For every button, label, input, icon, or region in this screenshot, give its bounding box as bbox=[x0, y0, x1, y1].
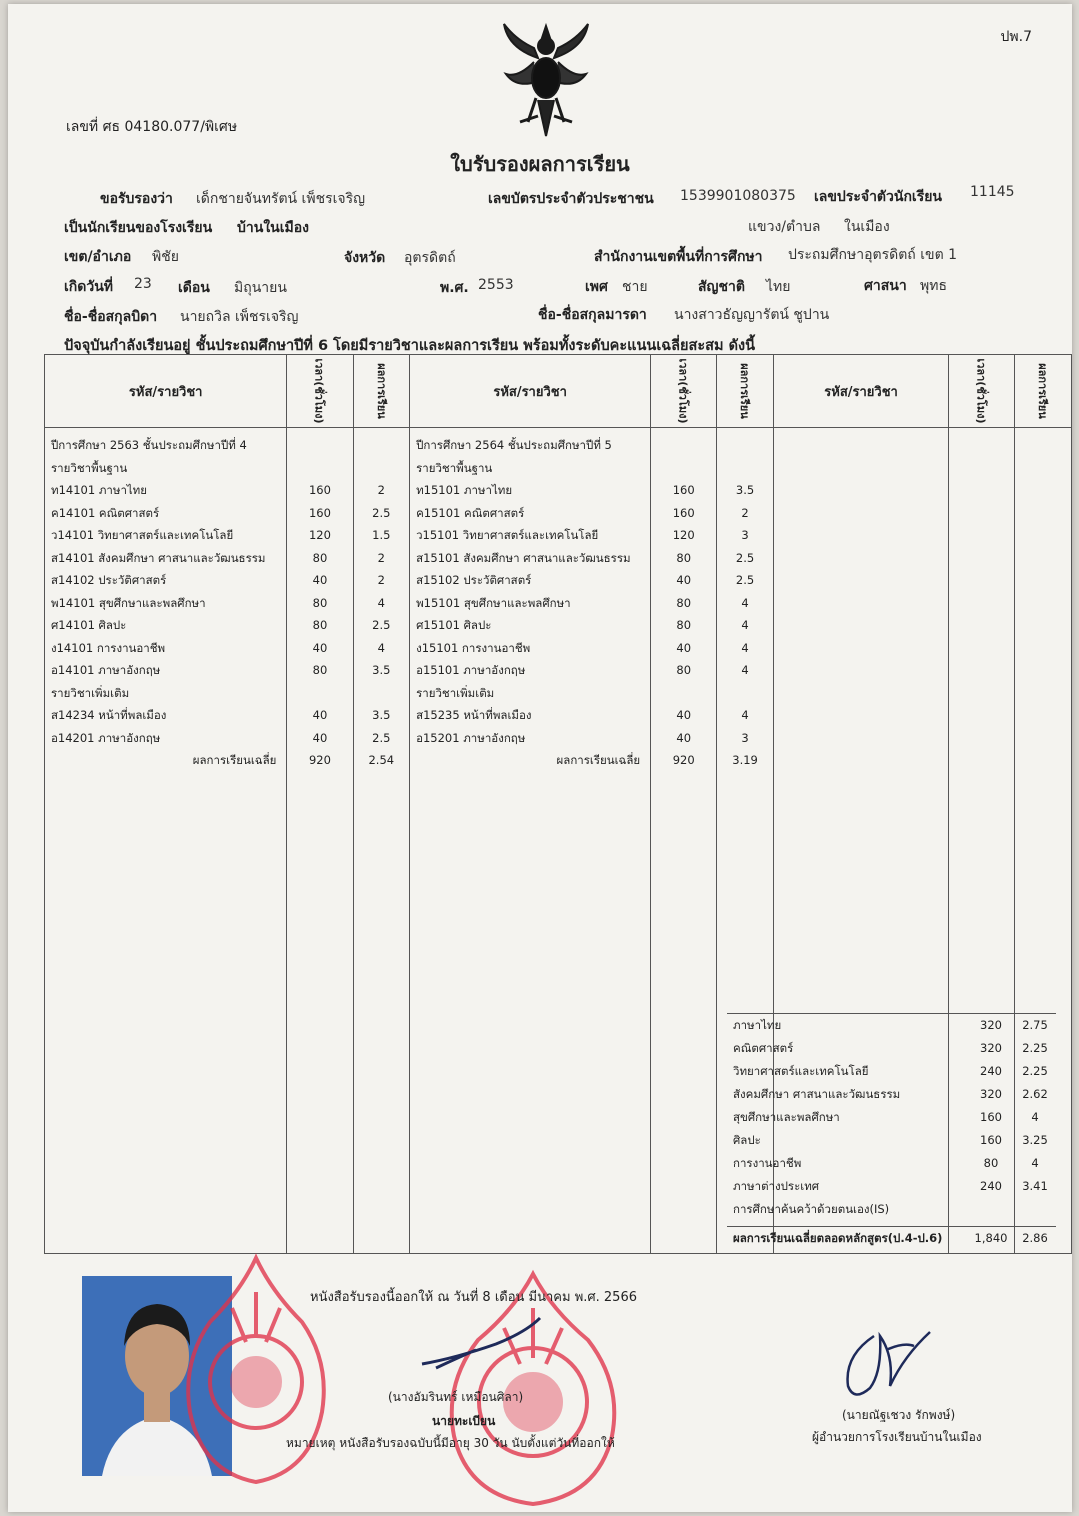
year2-grade-cell: 4 bbox=[741, 708, 749, 722]
year2-grade-cell bbox=[717, 682, 773, 705]
subdistrict: ในเมือง bbox=[844, 219, 890, 235]
year2-grade-cell: 3 bbox=[741, 528, 749, 542]
year2-subject-cell: ค15101 คณิตศาสตร์ bbox=[416, 505, 525, 520]
summary-subject: สุขศึกษาและพลศึกษา bbox=[733, 1110, 840, 1124]
summary-hours: 320 bbox=[980, 1018, 1002, 1032]
year2-hours-cell: 40 bbox=[676, 730, 692, 745]
summary-row bbox=[727, 1175, 1056, 1198]
table-header-row bbox=[45, 355, 1072, 428]
year1-hours-cell: 40 bbox=[312, 708, 328, 722]
summary-row bbox=[727, 1083, 1056, 1106]
summary-subject: ศิลปะ bbox=[733, 1133, 761, 1147]
year1-grade-cell: 2 bbox=[377, 573, 385, 587]
student-id-label: เลขประจำตัวนักเรียน bbox=[814, 189, 943, 205]
summary-grade: 2.25 bbox=[1022, 1041, 1048, 1055]
year2-avg-label: ผลการเรียนเฉลี่ย bbox=[556, 753, 641, 767]
overall-grade: 2.86 bbox=[1022, 1231, 1048, 1245]
student-id: 11145 bbox=[970, 184, 1015, 200]
summary-grade: 2.62 bbox=[1022, 1087, 1048, 1101]
year1-subject-cell: ปีการศึกษา 2563 ชั้นประถมศึกษาปีที่ 4 bbox=[51, 438, 247, 452]
garuda-emblem-icon bbox=[498, 18, 594, 140]
status-line: ปัจจุบันกำลังเรียนอยู่ ชั้นประถมศึกษาปีที่ 6 โดยมีรายวิชาและผลการเรียน พร้อมทั้งระดับคะแนนเฉลี่ยสะสม ดังนี้ bbox=[64, 338, 756, 354]
col-header-grade-3: ผลการเรียน bbox=[1015, 355, 1072, 428]
summary-grade: 3.41 bbox=[1022, 1179, 1048, 1193]
birth-month: มิถุนายน bbox=[234, 280, 287, 296]
year2-grade-cell: 4 bbox=[741, 640, 749, 655]
year1-avg-grade: 2.54 bbox=[368, 753, 395, 767]
birth-day: 23 bbox=[134, 276, 152, 292]
birth-month-label: เดือน bbox=[178, 280, 210, 296]
id-card-label: เลขบัตรประจำตัวประชาชน bbox=[488, 191, 654, 207]
year1-grade-cell: 4 bbox=[377, 595, 385, 610]
validity-note: หมายเหตุ หนังสือรับรองฉบับนี้มีอายุ 30 วัน นับตั้งแต่วันที่ออกให้ bbox=[286, 1436, 615, 1450]
year1-hours-cell: 80 bbox=[312, 595, 328, 610]
year1-subject-cell: ส14102 ประวัติศาสตร์ bbox=[51, 573, 167, 587]
registrar-name: (นางอัมรินทร์ เหมือนศิลา) bbox=[388, 1390, 524, 1404]
form-code: ปพ.7 bbox=[1000, 29, 1032, 45]
col-header-grade-1: ผลการเรียน bbox=[353, 355, 410, 428]
summary-row bbox=[727, 1198, 1056, 1221]
year1-avg-hours: 920 bbox=[308, 753, 331, 767]
year1-avg-label: ผลการเรียนเฉลี่ย bbox=[192, 753, 277, 767]
year2-subject-cell: อ15201 ภาษาอังกฤษ bbox=[416, 730, 526, 745]
year1-grades bbox=[353, 428, 410, 1254]
year2-subject-cell: รายวิชาพื้นฐาน bbox=[416, 460, 493, 475]
edu-office: ประถมศึกษาอุตรดิตถ์ เขต 1 bbox=[788, 247, 958, 263]
year1-hours-cell: 80 bbox=[312, 618, 328, 632]
year2-grade-cell: 4 bbox=[741, 663, 749, 677]
year1-grade-cell bbox=[354, 457, 410, 480]
year1-hours-cell: 40 bbox=[312, 640, 328, 655]
year1-grade-cell: 2.5 bbox=[372, 618, 391, 632]
year2-hours-cell: 40 bbox=[676, 708, 692, 722]
birth-day-label: เกิดวันที่ bbox=[64, 279, 114, 295]
school-name: บ้านในเมือง bbox=[237, 220, 309, 236]
year1-grade-cell: 2 bbox=[377, 483, 385, 497]
summary-row bbox=[727, 1037, 1056, 1060]
year1-grade-cell: 1.5 bbox=[372, 528, 391, 542]
summary-subject: การงานอาชีพ bbox=[733, 1156, 802, 1170]
year1-subject-cell: ง14101 การงานอาชีพ bbox=[51, 640, 166, 655]
year2-grade-cell: 2.5 bbox=[735, 573, 755, 587]
year2-grade-cell: 3.5 bbox=[735, 483, 755, 497]
year1-subject-cell: อ14201 ภาษาอังกฤษ bbox=[51, 730, 161, 745]
year1-grade-cell: 3.5 bbox=[372, 708, 391, 722]
summary-hours: 320 bbox=[980, 1041, 1002, 1055]
year1-subject-cell: รายวิชาพื้นฐาน bbox=[51, 460, 128, 475]
year2-subject-cell: ส15102 ประวัติศาสตร์ bbox=[416, 573, 532, 587]
summary-row bbox=[727, 1106, 1056, 1129]
year1-hours-cell bbox=[287, 457, 352, 480]
summary-row bbox=[727, 1152, 1056, 1175]
summary-subject: สังคมศึกษา ศาสนาและวัฒนธรรม bbox=[733, 1087, 901, 1101]
year1-hours-cell bbox=[287, 682, 352, 705]
year2-subjects bbox=[410, 428, 651, 1254]
summary-grade: 4 bbox=[1031, 1110, 1039, 1124]
district-label: เขต/อำเภอ bbox=[64, 249, 132, 265]
year2-avg-grade: 3.19 bbox=[732, 753, 758, 767]
year1-grade-cell: 2.5 bbox=[372, 505, 391, 520]
year2-grade-cell bbox=[717, 434, 773, 457]
year1-grade-cell: 3.5 bbox=[372, 663, 391, 677]
col-header-hours-3: เวลา(ชั่วโมง) bbox=[949, 355, 1015, 428]
year2-hours-cell: 120 bbox=[672, 528, 695, 542]
year2-hours-cell: 40 bbox=[676, 573, 692, 587]
mother-label: ชื่อ-ชื่อสกุลมารดา bbox=[538, 307, 647, 323]
year2-grade-cell: 2.5 bbox=[735, 550, 755, 565]
year1-hours-cell bbox=[287, 434, 352, 457]
col-header-subject-2: รหัส/รายวิชา bbox=[410, 355, 651, 428]
summary-hours: 160 bbox=[980, 1133, 1002, 1147]
school-label: เป็นนักเรียนของโรงเรียน bbox=[64, 220, 213, 236]
director-signature-icon bbox=[834, 1316, 944, 1406]
mother-name: นางสาวธัญญารัตน์ ชูปาน bbox=[674, 307, 830, 323]
summary-subject: วิทยาศาสตร์และเทคโนโลยี bbox=[733, 1064, 869, 1078]
year2-hours-cell: 80 bbox=[676, 595, 692, 610]
year2-grade-cell: 4 bbox=[741, 618, 749, 632]
registrar-signature-icon bbox=[416, 1314, 546, 1374]
sex-label: เพศ bbox=[585, 279, 608, 295]
year2-hours-cell: 160 bbox=[672, 483, 695, 497]
summary-subject: คณิตศาสตร์ bbox=[733, 1041, 794, 1055]
year2-subject-cell: ศ15101 ศิลปะ bbox=[416, 618, 492, 632]
year2-subject-cell: ส15235 หน้าที่พลเมือง bbox=[416, 708, 532, 722]
col-header-hours-1: เวลา(ชั่วโมง) bbox=[287, 355, 353, 428]
year2-hours-cell: 160 bbox=[672, 505, 695, 520]
issue-statement: หนังสือรับรองนี้ออกให้ ณ วันที่ 8 เดือน มีนาคม พ.ศ. 2566 bbox=[310, 1290, 637, 1305]
year1-hours-cell: 120 bbox=[308, 528, 331, 542]
col-header-subject-1: รหัส/รายวิชา bbox=[45, 355, 287, 428]
summary-grade: 4 bbox=[1031, 1156, 1039, 1170]
registrar-title: นายทะเบียน bbox=[432, 1414, 496, 1428]
col-header-hours-2: เวลา(ชั่วโมง) bbox=[651, 355, 717, 428]
summary-row bbox=[727, 1129, 1056, 1152]
subdistrict-label: แขวง/ตำบล bbox=[748, 219, 821, 235]
cert-label: ขอรับรองว่า bbox=[100, 191, 173, 207]
year2-subject-cell: ท15101 ภาษาไทย bbox=[416, 483, 513, 497]
student-name: เด็กชายจันทรัตน์ เพ็ชรเจริญ bbox=[196, 191, 366, 207]
overall-hours: 1,840 bbox=[974, 1231, 1008, 1245]
overall-row bbox=[727, 1226, 1056, 1250]
summary-row bbox=[727, 1014, 1056, 1037]
summary-grade: 3.25 bbox=[1022, 1133, 1048, 1147]
year2-hours-cell: 80 bbox=[676, 618, 692, 632]
year2-subject-cell: ว15101 วิทยาศาสตร์และเทคโนโลยี bbox=[416, 528, 599, 542]
year1-hours-cell: 40 bbox=[312, 730, 328, 745]
summary-subject: การศึกษาค้นคว้าด้วยตนเอง(IS) bbox=[733, 1202, 890, 1216]
year1-subject-cell: รายวิชาเพิ่มเติม bbox=[51, 685, 130, 700]
year1-subjects bbox=[45, 428, 287, 1254]
year1-hours-cell: 80 bbox=[312, 550, 328, 565]
religion: พุทธ bbox=[920, 278, 948, 294]
summary-hours: 320 bbox=[980, 1087, 1002, 1101]
year2-grade-cell: 4 bbox=[741, 595, 749, 610]
overall-label: ผลการเรียนเฉลี่ยตลอดหลักสูตร(ป.4-ป.6) bbox=[733, 1231, 943, 1245]
col-header-grade-2: ผลการเรียน bbox=[717, 355, 774, 428]
document-number: เลขที่ ศธ 04180.077/พิเศษ bbox=[66, 119, 238, 135]
year1-hours-cell: 40 bbox=[312, 573, 328, 587]
year2-subject-cell: ส15101 สังคมศึกษา ศาสนาและวัฒนธรรม bbox=[416, 550, 631, 565]
year1-hours-cell: 80 bbox=[312, 663, 328, 677]
col-header-subject-3: รหัส/รายวิชา bbox=[773, 355, 948, 428]
summary-hours: 240 bbox=[980, 1064, 1002, 1078]
year2-subject-cell: รายวิชาเพิ่มเติม bbox=[416, 685, 495, 700]
district: พิชัย bbox=[152, 249, 179, 265]
year2-hours-cell: 80 bbox=[676, 550, 692, 565]
sex: ชาย bbox=[622, 279, 648, 295]
year1-subject-cell: อ14101 ภาษาอังกฤษ bbox=[51, 663, 161, 677]
year2-avg-hours: 920 bbox=[672, 753, 695, 767]
year2-hours-cell: 40 bbox=[676, 640, 692, 655]
year1-subject-cell: ส14101 สังคมศึกษา ศาสนาและวัฒนธรรม bbox=[51, 550, 266, 565]
edu-office-label: สำนักงานเขตพื้นที่การศึกษา bbox=[594, 249, 763, 265]
year1-hours-cell: 160 bbox=[308, 483, 331, 497]
year1-subject-cell: พ14101 สุขศึกษาและพลศึกษา bbox=[51, 595, 206, 610]
year1-subject-cell: ค14101 คณิตศาสตร์ bbox=[51, 505, 160, 520]
year1-subject-cell: ศ14101 ศิลปะ bbox=[51, 618, 127, 632]
director-name: (นายณัฐเชวง รักพงษ์) bbox=[842, 1408, 956, 1422]
nationality: ไทย bbox=[766, 279, 791, 295]
year2-grade-cell bbox=[717, 457, 773, 480]
year1-grade-cell: 2 bbox=[377, 550, 385, 565]
year1-grade-cell bbox=[354, 682, 410, 705]
year1-hours-cell: 160 bbox=[308, 505, 331, 520]
summary-hours: 80 bbox=[983, 1156, 999, 1170]
province: อุตรดิตถ์ bbox=[404, 250, 456, 266]
summary-grade: 2.25 bbox=[1022, 1064, 1048, 1078]
year2-subject-cell: อ15101 ภาษาอังกฤษ bbox=[416, 663, 526, 677]
year1-grade-cell bbox=[354, 434, 410, 457]
summary-subject: ภาษาต่างประเทศ bbox=[733, 1179, 820, 1193]
summary-hours: 240 bbox=[980, 1179, 1002, 1193]
year2-grade-cell: 2 bbox=[741, 505, 749, 520]
birth-year-label: พ.ศ. bbox=[440, 280, 469, 296]
father-name: นายถวิล เพ็ชรเจริญ bbox=[180, 309, 299, 325]
summary-grade: 2.75 bbox=[1022, 1018, 1048, 1032]
summary-subject: ภาษาไทย bbox=[733, 1018, 782, 1032]
year1-grade-cell: 2.5 bbox=[372, 730, 391, 745]
summary-block bbox=[727, 1013, 1056, 1221]
year1-subject-cell: ส14234 หน้าที่พลเมือง bbox=[51, 708, 167, 722]
year2-hours-cell bbox=[651, 682, 716, 705]
director-title: ผู้อำนวยการโรงเรียนบ้านในเมือง bbox=[812, 1430, 982, 1444]
year1-hours bbox=[287, 428, 353, 1254]
year2-subject-cell: ง15101 การงานอาชีพ bbox=[416, 640, 531, 655]
religion-label: ศาสนา bbox=[864, 278, 907, 294]
year2-hours bbox=[651, 428, 717, 1254]
year1-grade-cell: 4 bbox=[377, 640, 385, 655]
year2-hours-cell bbox=[651, 434, 716, 457]
year1-subject-cell: ว14101 วิทยาศาสตร์และเทคโนโลยี bbox=[51, 528, 234, 542]
year1-subject-cell: ท14101 ภาษาไทย bbox=[51, 483, 147, 497]
father-label: ชื่อ-ชื่อสกุลบิดา bbox=[64, 309, 158, 325]
id-card-number: 1539901080375 bbox=[680, 188, 796, 204]
nationality-label: สัญชาติ bbox=[698, 279, 745, 295]
year2-grade-cell: 3 bbox=[741, 730, 749, 745]
birth-year: 2553 bbox=[478, 277, 514, 293]
year2-hours-cell: 80 bbox=[676, 663, 692, 677]
year2-subject-cell: ปีการศึกษา 2564 ชั้นประถมศึกษาปีที่ 5 bbox=[416, 438, 612, 452]
summary-row bbox=[727, 1060, 1056, 1083]
year2-hours-cell bbox=[651, 457, 716, 480]
province-label: จังหวัด bbox=[344, 250, 386, 266]
year2-subject-cell: พ15101 สุขศึกษาและพลศึกษา bbox=[416, 595, 571, 610]
summary-hours: 160 bbox=[980, 1110, 1002, 1124]
certificate-paper bbox=[8, 4, 1072, 1512]
page-title: ใบรับรองผลการเรียน bbox=[450, 152, 630, 176]
